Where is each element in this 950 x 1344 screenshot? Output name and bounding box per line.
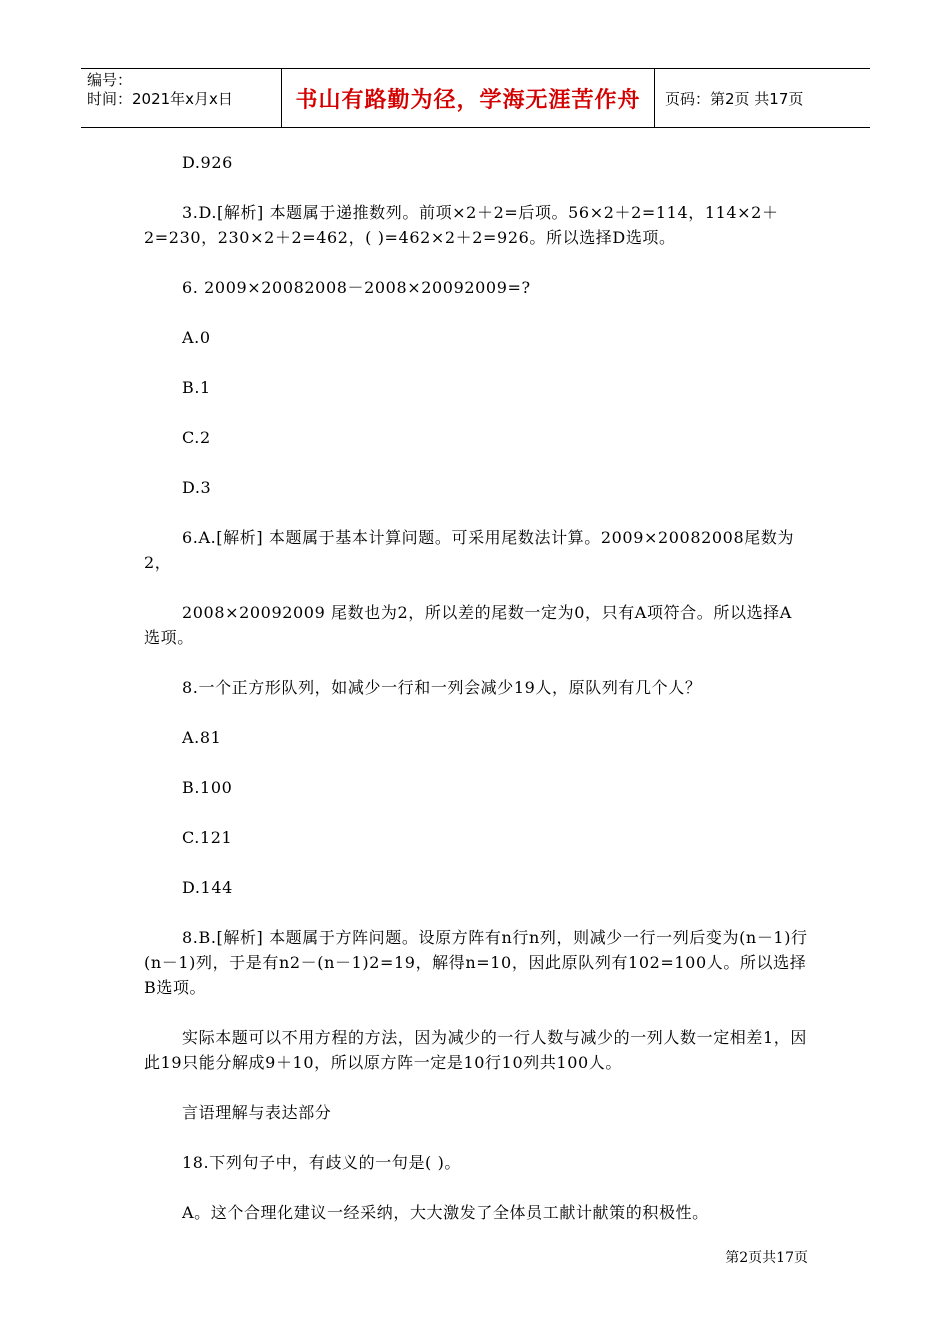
- header-motto: 书山有路勤为径，学海无涯苦作舟: [282, 69, 655, 127]
- paragraph: C.2: [182, 428, 211, 447]
- paragraph: A.81: [182, 728, 222, 747]
- paragraph: A。这个合理化建议一经采纳，大大激发了全体员工献计献策的积极性。: [182, 1203, 709, 1222]
- page-header: [81, 68, 870, 128]
- section-heading: 言语理解与表达部分: [182, 1103, 332, 1122]
- document-time-label: 时间：2021年x月x日: [87, 90, 233, 108]
- paragraph: D.144: [182, 878, 233, 897]
- header-page-number: 页码：第2页 共17页: [665, 89, 804, 108]
- paragraph: D.926: [182, 153, 233, 172]
- header-meta: [81, 69, 282, 127]
- paragraph: 6. 2009×20082008－2008×20092009=?: [182, 278, 531, 297]
- document-body: [144, 150, 808, 1250]
- paragraph: 8.B.[解析] 本题属于方阵问题。设原方阵有n行n列，则减少一行一列后变为(n－1)行(n－1)列，于是有n2－(n－1)2=19，解得n=10，因此原队列有102=100人。所以选择B选项。: [144, 928, 808, 997]
- paragraph: D.3: [182, 478, 212, 497]
- paragraph: 6.A.[解析] 本题属于基本计算问题。可采用尾数法计算。2009×20082008尾数为2，: [144, 528, 795, 572]
- paragraph: 2008×20092009 尾数也为2，所以差的尾数一定为0，只有A项符合。所以选择A选项。: [144, 603, 792, 647]
- paragraph: 18.下列句子中，有歧义的一句是( )。: [182, 1153, 462, 1172]
- document-number-label: 编号：: [87, 71, 133, 89]
- paragraph: 实际本题可以不用方程的方法，因为减少的一行人数与减少的一列人数一定相差1，因此19只能分解成9＋10，所以原方阵一定是10行10列共100人。: [144, 1028, 807, 1072]
- paragraph: B.100: [182, 778, 233, 797]
- paragraph: C.121: [182, 828, 233, 847]
- paragraph: 3.D.[解析] 本题属于递推数列。前项×2＋2=后项。56×2＋2=114，114×2＋2=230，230×2＋2=462，( )=462×2＋2=926。所以选择D选项。: [144, 203, 779, 247]
- paragraph: A.0: [182, 328, 211, 347]
- page-footer: 第2页共17页: [725, 1250, 808, 1266]
- paragraph: B.1: [182, 378, 211, 397]
- paragraph: 8.一个正方形队列，如减少一行和一列会减少19人，原队列有几个人？: [182, 678, 702, 697]
